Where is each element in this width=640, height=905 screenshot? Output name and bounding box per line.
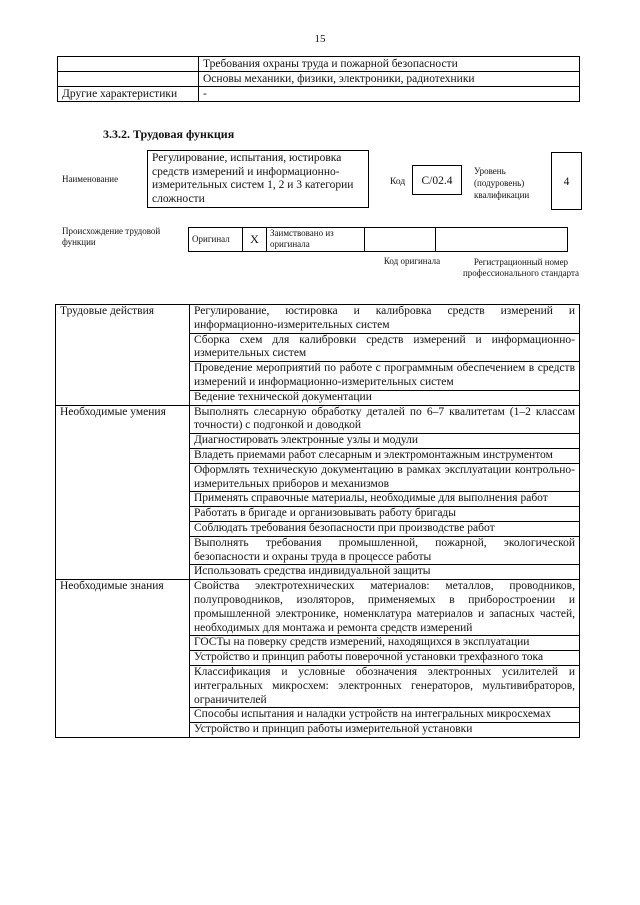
section-title: 3.3.2. Трудовая функция — [103, 127, 235, 141]
page-number: 15 — [314, 33, 326, 45]
table-row — [56, 305, 580, 334]
reg-number-cell — [436, 228, 568, 252]
caption-code: Код оригинала — [383, 256, 441, 266]
row-label — [58, 72, 199, 87]
table-row — [58, 72, 580, 87]
category-cell: Необходимые умения — [56, 405, 190, 580]
row-value: Требования охраны труда и пожарной безопасности — [199, 57, 580, 72]
table-row — [56, 580, 580, 636]
item-cell: Проведение мероприятий по работе с программным обеспечением в средств измерений и информационно-измерительных систем — [190, 362, 580, 391]
item-cell: Соблюдать требования безопасности при производстве работ — [190, 521, 580, 536]
item-cell: Устройство и принцип работы поверочной установки трехфазного тока — [190, 651, 580, 666]
code-label: Код — [390, 177, 406, 187]
item-cell: Оформлять техническую документацию в рамках эксплуатации контрольно-измерительных приборов и механизмов — [190, 463, 580, 492]
item-cell: Применять справочные материалы, необходимые для выполнения работ — [190, 492, 580, 507]
functions-table — [55, 304, 580, 738]
item-cell: ГОСТы на поверку средств измерений, находящихся в эксплуатации — [190, 636, 580, 651]
original-code-cell — [365, 228, 436, 252]
table-row — [58, 87, 580, 102]
row-label: Другие характеристики — [58, 87, 199, 102]
characteristics-table — [57, 56, 580, 102]
level-label: Уровень (подуровень) квалификации — [474, 166, 530, 200]
table-row — [58, 57, 580, 72]
item-cell: Диагностировать электронные узлы и модули — [190, 434, 580, 449]
item-cell: Устройство и принцип работы измерительной установки — [190, 723, 580, 738]
row-label — [58, 57, 199, 72]
original-label: Оригинал — [189, 228, 243, 252]
item-cell: Способы испытания и наладки устройств на интегральных микросхемах — [190, 708, 580, 723]
function-name-box: Регулирование, испытания, юстировка средств измерений и информационно-измерительных систем 1, 2 и 3 категории сложности — [147, 150, 369, 208]
item-cell: Сборка схем для калибровки средств измерений и информационно-измерительных систем — [190, 333, 580, 362]
item-cell: Классификация и условные обозначения электронных усилителей и интегральных микросхем: электронных генераторов, мультивибраторов, ограничителей — [190, 665, 580, 707]
item-cell: Владеть приемами работ слесарным и электромонтажным инструментом — [190, 448, 580, 463]
item-cell: Работать в бригаде и организовывать работу бригады — [190, 507, 580, 522]
name-label: Наименование — [62, 174, 119, 184]
item-cell: Использовать средства индивидуальной защиты — [190, 565, 580, 580]
item-cell: Ведение технической документации — [190, 390, 580, 405]
caption-reg-number: Регистрационный номер профессионального стандарта — [462, 257, 580, 278]
origin-label: Происхождение трудовой функции — [62, 226, 161, 247]
item-cell: Регулирование, юстировка и калибровка средств измерений и информационно-измерительных систем — [190, 305, 580, 334]
category-cell: Необходимые знания — [56, 580, 190, 738]
item-cell: Выполнять слесарную обработку деталей по 6–7 квалитетам (1–2 классам точности) с подгонкой и доводкой — [190, 405, 580, 434]
row-value: Основы механики, физики, электроники, радиотехники — [199, 72, 580, 87]
borrowed-label: Заимствовано из оригинала — [267, 228, 365, 252]
original-mark: X — [243, 228, 267, 252]
origin-table — [188, 227, 568, 252]
code-box: С/02.4 — [412, 165, 462, 195]
level-box: 4 — [551, 152, 582, 210]
table-row — [56, 405, 580, 434]
item-cell: Выполнять требования промышленной, пожарной, экологической безопасности и охраны труда в процессе работы — [190, 536, 580, 565]
item-cell: Свойства электротехнических материалов: металлов, проводников, полупроводников, изоляторов, применяемых в приборостроении и промышленной электронике, номенклатура материалов и запасных частей, необходимых для монтажа и ремонта средств измерений — [190, 580, 580, 636]
row-value: - — [199, 87, 580, 102]
category-cell: Трудовые действия — [56, 305, 190, 406]
